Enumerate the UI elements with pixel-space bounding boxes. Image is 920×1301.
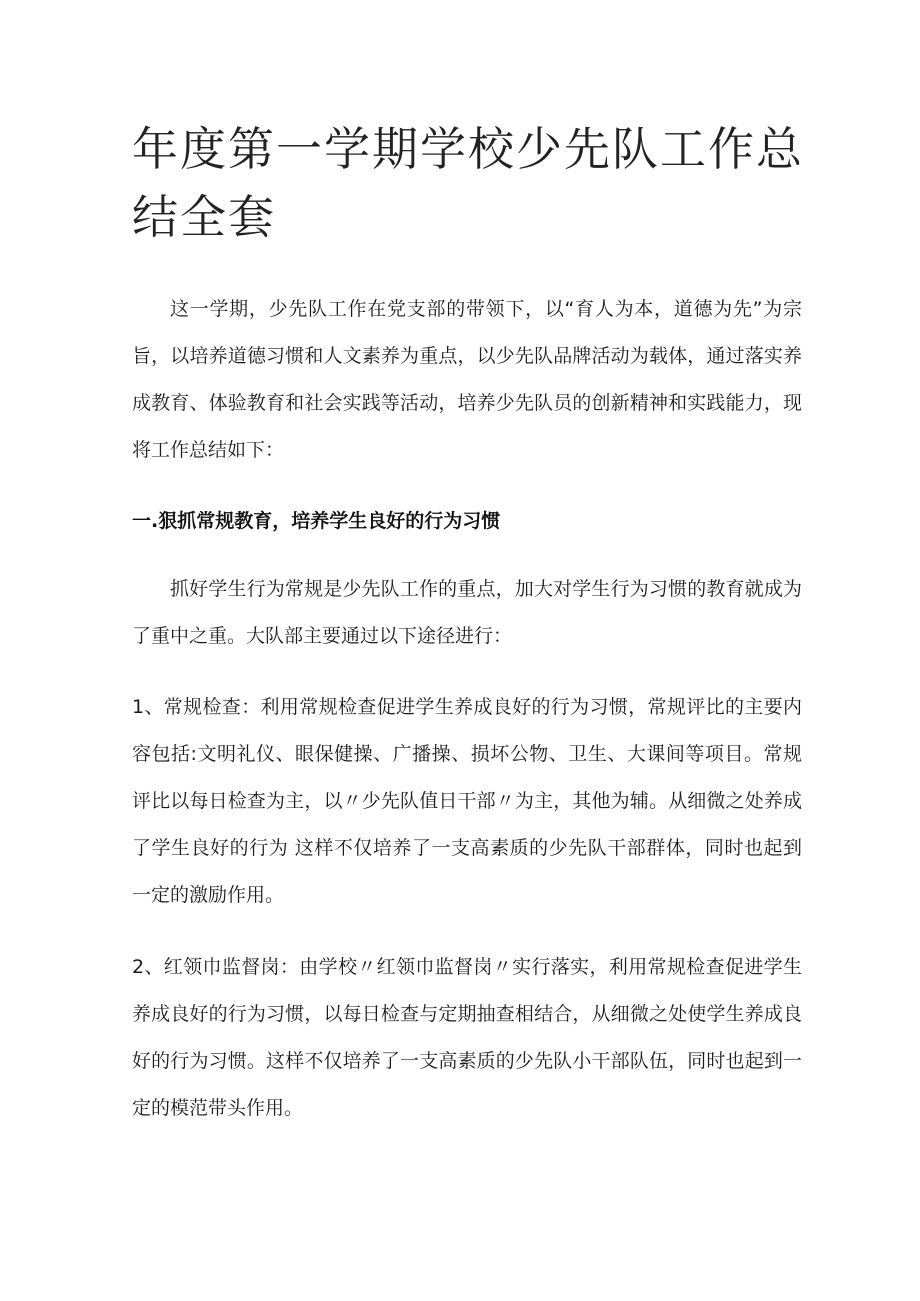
list-item-routine-inspection: 1、常规检查：利用常规检查促进学生养成良好的行为习惯，常规评比的主要内容包括:文明礼仪、眼保健操、广播操、损坏公物、卫生、大课间等项目。常规评比以每日检查为主，以〃少先队值日干部〃为主，其他为辅。从细微之处养成了学生良好的行为 这样不仅培养了一支高素质的少先队干部群体，同时也起到一定的激励作用。 xyxy=(132,696,802,906)
section-heading: 一.狠抓常规教育，培养学生良好的行为习惯 xyxy=(132,510,501,532)
document-title: 年度第一学期学校少先队工作总结全套 xyxy=(132,122,804,244)
section-paragraph: 抓好学生行为常规是少先队工作的重点，加大对学生行为习惯的教育就成为了重中之重。大队部主要通过以下途径进行： xyxy=(132,578,802,647)
list-item-red-scarf-post: 2、红领巾监督岗：由学校〃红领巾监督岗〃实行落实，利用常规检查促进学生养成良好的行为习惯，以每日检查与定期抽查相结合，从细微之处使学生养成良好的行为习惯。这样不仅培养了一支高素质的少先队小干部队伍，同时也起到一定的模范带头作用。 xyxy=(132,956,802,1119)
intro-paragraph: 这一学期，少先队工作在党支部的带领下，以“育人为本，道德为先”为宗旨，以培养道德习惯和人文素养为重点，以少先队品牌活动为载体，通过落实养成教育、体验教育和社会实践等活动，培养少先队员的创新精神和实践能力，现将工作总结如下： xyxy=(132,298,802,461)
